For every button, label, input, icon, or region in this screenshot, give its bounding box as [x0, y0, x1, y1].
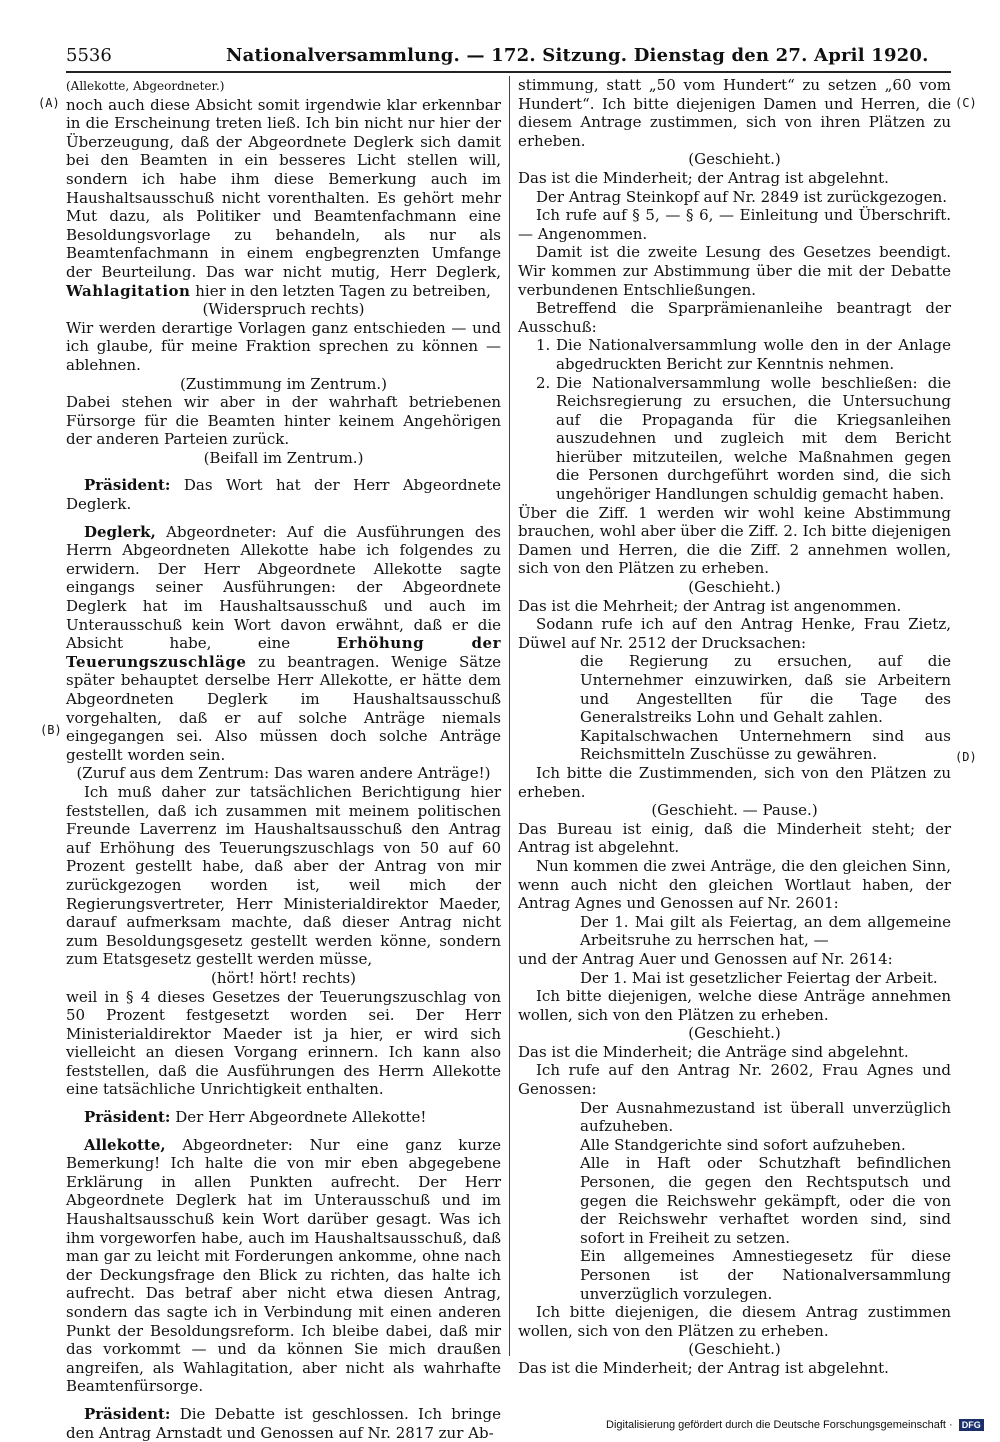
- interjection: (hört! hört! rechts): [211, 968, 356, 987]
- margin-mark-d: (D): [955, 750, 977, 764]
- paragraph: Ich bitte die Zustimmenden, sich von den Plätzen zu erheben.: [518, 763, 951, 801]
- paragraph: noch auch diese Absicht somit irgendwie klar erkennbar in die Erscheinung treten ließ. Ich bin nicht nur hier der Überzeugung, daß der Abgeordnete Deglerk sich damit bei den Beamten in ein besseres Licht stellen will, sondern ich habe ihm diese Bemerkung auch im Haushaltsausschuß nicht vorenthalten. Es gehört mehr Mut dazu, als Politiker und Beamtenfachmann eine Besoldungsvorlage zu behandeln, als nur als Beamtenfachmann in einem engbegrenzten Umfange der Beurteilung. Das war nicht mutig, Herr Deglerk, Wahlagitation hier in den letzten Tagen zu betreiben,: [66, 95, 501, 300]
- quote-line: Der 1. Mai gilt als Feiertag, an dem allgemeine Arbeitsruhe zu herrschen hat, —: [580, 912, 951, 950]
- paragraph: Wir werden derartige Vorlagen ganz entschieden — und ich glaube, für meine Fraktion sprechen zu können — ablehnen.: [66, 318, 501, 374]
- paragraph: Sodann rufe ich auf den Antrag Henke, Frau Zietz, Düwel auf Nr. 2512 der Drucksachen:: [518, 615, 951, 652]
- speech-praesident: Präsident: Der Herr Abgeordnete Allekotte!: [84, 1108, 427, 1127]
- paragraph: und der Antrag Auer und Genossen auf Nr. 2614:: [518, 949, 893, 968]
- item-number: 1.: [536, 336, 551, 355]
- paragraph: Das ist die Minderheit; die Anträge sind abgelehnt.: [518, 1042, 909, 1061]
- right-column: [518, 76, 951, 1377]
- item-number: 2.: [536, 373, 551, 392]
- quote-line: die Regierung zu ersuchen, auf die Unternehmer einzuwirken, daß sie Arbeitern und Angestellten für die Tage des Generalstreiks Lohn und Gehalt zahlen.: [580, 652, 951, 727]
- left-column: [66, 76, 501, 1442]
- column-divider: [509, 76, 510, 1356]
- paragraph: Ich muß daher zur tatsächlichen Berichtigung hier feststellen, daß ich zusammen mit meinem politischen Freunde Laverrenz im Haushaltsausschuß den Antrag auf Erhöhung des Teuerungszuschlags von 50 auf 60 Prozent gestellt habe, daß aber der Antrag von mir zurückgezogen worden ist, weil mich der Regierungsvertreter, Herr Ministerialdirektor Maeder, darauf aufmerksam machte, daß dieser Antrag nicht zum Besoldungsgesetz gestellt werden könne, sondern zum Etatsgesetz gestellt werden müsse,: [66, 782, 501, 969]
- motion-quote: [518, 652, 951, 764]
- margin-mark-a: (A): [38, 96, 60, 110]
- paragraph: stimmung, statt „50 vom Hundert“ zu setzen „60 vom Hundert“. Ich bitte diejenigen Damen und Herren, die diesem Antrage zustimmen, sich von ihren Plätzen zu erheben.: [518, 76, 951, 150]
- numbered-item: 2. Die Nationalversammlung wolle beschließen: die Reichsregierung zu ersuchen, die Untersuchung auf die Propaganda für die Kriegsanleihen auszudehnen und zugleich mit dem Bericht hierüber mitzuteilen, welche Maßnahmen gegen die Personen durchgeführt worden sind, die sich ungehöriger Handlungen schuldig gemacht haben.: [536, 373, 951, 504]
- paragraph: Ich rufe auf den Antrag Nr. 2602, Frau Agnes und Genossen:: [518, 1061, 951, 1099]
- header-rule: [66, 71, 951, 73]
- speech-allekotte: Allekotte, Abgeordneter: Nur eine ganz kurze Bemerkung! Ich halte die von mir eben abgegebene Erklärung in allen Punkten aufrecht. Der Herr Abgeordnete Deglerk hat im Unterausschuß und im Haushaltsausschuß kein Wort darüber gesagt. Was ich ihm vorgeworfen habe, auch im Haushaltsausschuß, daß man gar zu leicht mit Forderungen ankomme, ohne nach der Deckungsfrage den Blick zu richten, das halte ich aufrecht. Das betraf aber nicht etwa diesen Antrag, sondern das sagte ich in Verbindung mit einen anderen Punkt der Besoldungsreform. Ich bleibe dabei, daß mir das vorkommt — und da können Sie mich draußen angreifen, als Wahlagitation, aber nicht als wahrhafte Beamtenfürsorge.: [66, 1135, 501, 1396]
- paragraph: Damit ist die zweite Lesung des Gesetzes beendigt. Wir kommen zur Abstimmung über die mit der Debatte verbundenen Entschließungen.: [518, 243, 951, 299]
- speaker-name: Präsident:: [84, 1108, 171, 1127]
- quote-line: Alle in Haft oder Schutzhaft befindlichen Personen, die gegen den Rechtsputsch und gegen die Reichswehr gekämpft, oder die von der Reichswehr verhaftet worden sind, sind sofort in Freiheit zu setzen.: [580, 1154, 951, 1247]
- paragraph: Dabei stehen wir aber in der wahrhaft betriebenen Fürsorge für die Beamten hinter keinem Angehörigen der anderen Parteien zurück.: [66, 393, 501, 449]
- paragraph: Das ist die Minderheit; der Antrag ist abgelehnt.: [518, 1358, 889, 1377]
- paragraph: Das ist die Minderheit; der Antrag ist abgelehnt.: [518, 168, 889, 187]
- interjection: (Geschieht.): [688, 1024, 781, 1043]
- paragraph: Ich bitte diejenigen, die diesem Antrag zustimmen wollen, sich von den Plätzen zu erheben.: [518, 1303, 951, 1340]
- speech-praesident: Präsident: Das Wort hat der Herr Abgeordnete Deglerk.: [66, 476, 501, 514]
- motion-quote: [518, 969, 951, 988]
- interjection: (Geschieht. — Pause.): [651, 801, 818, 820]
- motion-quote: [518, 913, 951, 950]
- paragraph: Das ist die Mehrheit; der Antrag ist angenommen.: [518, 596, 902, 615]
- paragraph: Nun kommen die zwei Anträge, die den gleichen Sinn, wenn auch nicht den gleichen Wortlaut haben, der Antrag Agnes und Genossen auf Nr. 2601:: [518, 856, 951, 913]
- paragraph: Ich rufe auf § 5, — § 6, — Einleitung und Überschrift. — Angenommen.: [518, 206, 951, 243]
- funding-footer: Digitalisierung gefördert durch die Deutsche Forschungsgemeinschaft · DFG: [606, 1419, 984, 1431]
- speech-deglerk: Deglerk, Abgeordneter: Auf die Ausführungen des Herrn Abgeordneten Allekotte habe ich folgendes zu erwidern. Der Herr Abgeordnete Allekotte sagte eingangs seiner Ausführungen: der Abgeordnete Deglerk hat im Haushaltsausschuß und auch im Unterausschuß kein Wort davon erwähnt, daß er die Absicht habe, eine Erhöhung der Teuerungszuschläge zu beantragen. Wenige Sätze später behauptet derselbe Herr Allekotte, er hätte dem Abgeordneten Deglerk im Haushaltsausschuß vorgehalten, daß er auf solche Anträge niemals eingegangen sei. Also müssen doch solche Anträge gestellt worden sein.: [66, 522, 501, 764]
- paragraph: Ich bitte diejenigen, welche diese Anträge annehmen wollen, sich von den Plätzen zu erheben.: [518, 987, 951, 1024]
- header-title: Nationalversammlung. — 172. Sitzung. Dienstag den 27. April 1920.: [226, 45, 929, 66]
- page-number: 5536: [66, 45, 112, 66]
- paragraph: Betreffend die Sparprämienanleihe beantragt der Ausschuß:: [518, 299, 951, 336]
- interjection: (Zustimmung im Zentrum.): [179, 374, 388, 393]
- quote-line: Der Ausnahmezustand ist überall unverzüglich aufzuheben.: [580, 1098, 951, 1136]
- numbered-item: 1. Die Nationalversammlung wolle den in der Anlage abgedruckten Bericht zur Kenntnis nehmen.: [536, 336, 951, 373]
- emphasis: Wahlagitation: [66, 281, 191, 300]
- quote-line: Ein allgemeines Amnestiegesetz für diese Personen ist der Nationalversammlung unverzüglich vorzulegen.: [580, 1247, 951, 1303]
- interjection: (Geschieht.): [688, 1340, 781, 1359]
- speaker-name: Präsident:: [84, 476, 171, 495]
- quote-line: Der 1. Mai ist gesetzlicher Feiertag der Arbeit.: [580, 968, 938, 987]
- interjection: (Zuruf aus dem Zentrum: Das waren andere Anträge!): [76, 764, 491, 783]
- speaker-name: Präsident:: [84, 1404, 171, 1423]
- speaker-continuation: (Allekotte, Abgeordneter.): [66, 79, 225, 93]
- speaker-name: Allekotte,: [84, 1135, 166, 1154]
- speech-praesident: Präsident: Die Debatte ist geschlossen. Ich bringe den Antrag Arnstadt und Genossen auf Nr. 2817 zur Ab-: [66, 1404, 501, 1442]
- speaker-name: Deglerk,: [84, 522, 156, 541]
- paragraph: Der Antrag Steinkopf auf Nr. 2849 ist zurückgezogen.: [536, 187, 948, 206]
- emphasis: Erhöhung der Teuerungszuschläge: [66, 634, 501, 671]
- margin-mark-b: (B): [40, 723, 62, 737]
- footer-text: Digitalisierung gefördert durch die Deutsche Forschungsgemeinschaft: [606, 1419, 946, 1431]
- margin-mark-c: (C): [955, 96, 977, 110]
- paragraph: weil in § 4 dieses Gesetzes der Teuerungszuschlag von 50 Prozent festgesetzt worden sei. Der Herr Ministerialdirektor Maeder ist ja hier, er wird sich vielleicht an diesen Vorgang erinnern. Ich kann also feststellen, daß die Ausführungen des Herrn Allekotte eine tatsächliche Unrichtigkeit enthalten.: [66, 987, 501, 1099]
- quote-line: Alle Standgerichte sind sofort aufzuheben.: [580, 1135, 906, 1154]
- paragraph: Das Bureau ist einig, daß die Minderheit steht; der Antrag ist abgelehnt.: [518, 819, 951, 857]
- quote-line: Kapitalschwachen Unternehmern sind aus Reichsmitteln Zuschüsse zu gewähren.: [580, 726, 951, 764]
- interjection: (Geschieht.): [688, 150, 781, 169]
- paragraph: Über die Ziff. 1 werden wir wohl keine Abstimmung brauchen, wohl aber über die Ziff. 2. Ich bitte diejenigen Damen und Herren, die die Ziff. 2 annehmen wollen, sich von den Plätzen zu erheben.: [518, 503, 951, 578]
- dfg-logo: DFG: [959, 1419, 984, 1431]
- interjection: (Beifall im Zentrum.): [203, 448, 364, 467]
- motion-quote: [518, 1099, 951, 1304]
- interjection: (Widerspruch rechts): [202, 300, 365, 319]
- interjection: (Geschieht.): [688, 578, 781, 597]
